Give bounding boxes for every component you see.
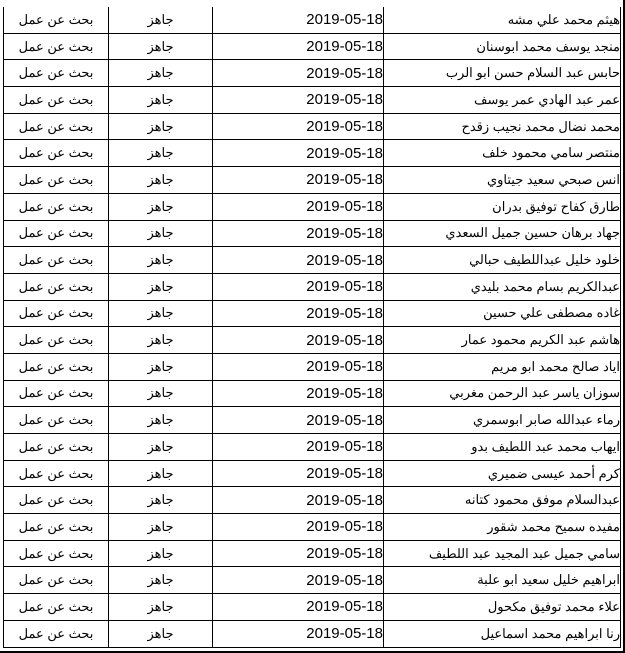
table-row	[4, 540, 621, 567]
readiness-cell: جاهز	[109, 140, 213, 167]
name-cell: كرم أحمد عيسى ضميري	[384, 460, 621, 487]
date-cell: 2019-05-18	[213, 193, 384, 220]
employment-status-cell: بحث عن عمل	[4, 87, 109, 114]
date-cell: 2019-05-18	[213, 220, 384, 247]
readiness-cell: جاهز	[109, 60, 213, 87]
table-row	[4, 113, 621, 140]
table-row	[4, 327, 621, 354]
readiness-cell: جاهز	[109, 33, 213, 60]
name-cell: رماء عبدالله صابر ابوسمري	[384, 407, 621, 434]
employment-status-cell: بحث عن عمل	[4, 60, 109, 87]
table-row	[4, 87, 621, 114]
date-cell: 2019-05-18	[213, 620, 384, 647]
employment-status-cell: بحث عن عمل	[4, 620, 109, 647]
name-cell: ابراهيم خليل سعيد ابو علبة	[384, 567, 621, 594]
readiness-cell: جاهز	[109, 353, 213, 380]
readiness-cell: جاهز	[109, 327, 213, 354]
readiness-cell: جاهز	[109, 540, 213, 567]
employment-status-cell: بحث عن عمل	[4, 273, 109, 300]
readiness-cell: جاهز	[109, 247, 213, 274]
table-row	[4, 167, 621, 194]
date-cell: 2019-05-18	[213, 7, 384, 33]
employment-status-cell: بحث عن عمل	[4, 353, 109, 380]
readiness-cell: جاهز	[109, 87, 213, 114]
readiness-cell: جاهز	[109, 7, 213, 33]
employment-status-cell: بحث عن عمل	[4, 327, 109, 354]
table-row	[4, 140, 621, 167]
readiness-cell: جاهز	[109, 594, 213, 621]
table-row	[4, 380, 621, 407]
date-cell: 2019-05-18	[213, 434, 384, 461]
readiness-cell: جاهز	[109, 514, 213, 541]
name-cell: انس صبحي سعيد جيتاوي	[384, 167, 621, 194]
date-cell: 2019-05-18	[213, 327, 384, 354]
employment-status-cell: بحث عن عمل	[4, 7, 109, 33]
date-cell: 2019-05-18	[213, 113, 384, 140]
table-row	[4, 407, 621, 434]
date-cell: 2019-05-18	[213, 407, 384, 434]
name-cell: غاده مصطفى علي حسين	[384, 300, 621, 327]
employment-status-cell: بحث عن عمل	[4, 594, 109, 621]
readiness-cell: جاهز	[109, 193, 213, 220]
name-cell: عبدالكريم بسام محمد بليدي	[384, 273, 621, 300]
name-cell: حابس عبد السلام حسن ابو الرب	[384, 60, 621, 87]
readiness-cell: جاهز	[109, 380, 213, 407]
name-cell: رنا ابراهيم محمد اسماعيل	[384, 620, 621, 647]
table-row	[4, 247, 621, 274]
table-row	[4, 193, 621, 220]
table-row	[4, 567, 621, 594]
employment-status-cell: بحث عن عمل	[4, 380, 109, 407]
employment-status-cell: بحث عن عمل	[4, 247, 109, 274]
applicants-table-body	[4, 7, 621, 647]
name-cell: هيثم محمد علي مشه	[384, 7, 621, 33]
name-cell: هاشم عبد الكريم محمود عمار	[384, 327, 621, 354]
name-cell: منجد يوسف محمد ابوسنان	[384, 33, 621, 60]
employment-status-cell: بحث عن عمل	[4, 300, 109, 327]
readiness-cell: جاهز	[109, 220, 213, 247]
name-cell: جهاد برهان حسين جميل السعدي	[384, 220, 621, 247]
table-row	[4, 514, 621, 541]
date-cell: 2019-05-18	[213, 167, 384, 194]
readiness-cell: جاهز	[109, 167, 213, 194]
date-cell: 2019-05-18	[213, 594, 384, 621]
name-cell: علاء محمد توفيق مكحول	[384, 594, 621, 621]
name-cell: اياد صالح محمد ابو مريم	[384, 353, 621, 380]
readiness-cell: جاهز	[109, 300, 213, 327]
employment-status-cell: بحث عن عمل	[4, 140, 109, 167]
employment-status-cell: بحث عن عمل	[4, 407, 109, 434]
table-row	[4, 273, 621, 300]
readiness-cell: جاهز	[109, 434, 213, 461]
name-cell: عبدالسلام موفق محمود كتانه	[384, 487, 621, 514]
table-row	[4, 7, 621, 33]
date-cell: 2019-05-18	[213, 353, 384, 380]
employment-status-cell: بحث عن عمل	[4, 567, 109, 594]
name-cell: طارق كفاح توفيق بدران	[384, 193, 621, 220]
date-cell: 2019-05-18	[213, 87, 384, 114]
name-cell: سامي جميل عبد المجيد عبد اللطيف	[384, 540, 621, 567]
table-row	[4, 33, 621, 60]
employment-status-cell: بحث عن عمل	[4, 220, 109, 247]
employment-status-cell: بحث عن عمل	[4, 167, 109, 194]
date-cell: 2019-05-18	[213, 567, 384, 594]
employment-status-cell: بحث عن عمل	[4, 540, 109, 567]
table-row	[4, 220, 621, 247]
employment-status-cell: بحث عن عمل	[4, 487, 109, 514]
employment-status-cell: بحث عن عمل	[4, 460, 109, 487]
readiness-cell: جاهز	[109, 273, 213, 300]
name-cell: منتصر سامي محمود خلف	[384, 140, 621, 167]
table-row	[4, 60, 621, 87]
employment-status-cell: بحث عن عمل	[4, 113, 109, 140]
readiness-cell: جاهز	[109, 407, 213, 434]
applicants-table	[3, 7, 621, 648]
table-row	[4, 487, 621, 514]
employment-status-cell: بحث عن عمل	[4, 193, 109, 220]
date-cell: 2019-05-18	[213, 60, 384, 87]
table-row	[4, 434, 621, 461]
date-cell: 2019-05-18	[213, 273, 384, 300]
table-row	[4, 594, 621, 621]
employment-status-cell: بحث عن عمل	[4, 434, 109, 461]
date-cell: 2019-05-18	[213, 540, 384, 567]
date-cell: 2019-05-18	[213, 300, 384, 327]
readiness-cell: جاهز	[109, 113, 213, 140]
date-cell: 2019-05-18	[213, 487, 384, 514]
name-cell: عمر عبد الهادي عمر يوسف	[384, 87, 621, 114]
date-cell: 2019-05-18	[213, 380, 384, 407]
readiness-cell: جاهز	[109, 460, 213, 487]
readiness-cell: جاهز	[109, 487, 213, 514]
name-cell: ايهاب محمد عبد اللطيف بدو	[384, 434, 621, 461]
date-cell: 2019-05-18	[213, 460, 384, 487]
table-row	[4, 300, 621, 327]
employment-status-cell: بحث عن عمل	[4, 514, 109, 541]
table-row	[4, 460, 621, 487]
readiness-cell: جاهز	[109, 567, 213, 594]
name-cell: مفيده سميح محمد شقور	[384, 514, 621, 541]
employment-status-cell: بحث عن عمل	[4, 33, 109, 60]
table-row	[4, 620, 621, 647]
name-cell: خلود خليل عبداللطيف حبالي	[384, 247, 621, 274]
name-cell: محمد نضال محمد نجيب زقدح	[384, 113, 621, 140]
table-row	[4, 353, 621, 380]
date-cell: 2019-05-18	[213, 247, 384, 274]
date-cell: 2019-05-18	[213, 33, 384, 60]
date-cell: 2019-05-18	[213, 514, 384, 541]
date-cell: 2019-05-18	[213, 140, 384, 167]
name-cell: سوزان ياسر عبد الرحمن مغربي	[384, 380, 621, 407]
readiness-cell: جاهز	[109, 620, 213, 647]
